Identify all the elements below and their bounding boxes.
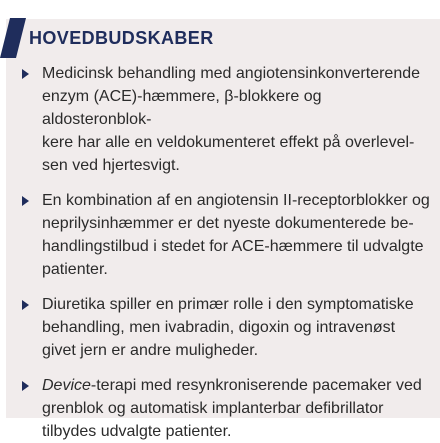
list-item-text: En kombination af en angiotensin II-receptorblokker og neprilysinhæmmer er det nyeste dokumenterede be- handlingstilbud i stedet for ACE-hæmmere til udvalgte patienter.	[42, 192, 430, 278]
list-item	[22, 189, 430, 281]
bullet-triangle-icon	[22, 300, 29, 310]
box-title: HOVEDBUDSKABER	[29, 28, 214, 48]
list-item	[22, 293, 430, 362]
list-item-text: Device-terapi med resynkroniserende pacemaker ved grenblok og automatisk implanterbar defibrillator tilbydes udvalgte patienter.	[42, 377, 422, 440]
list-item	[22, 374, 430, 443]
bullet-triangle-icon	[22, 196, 29, 206]
italic-term: Device	[42, 377, 91, 394]
bullet-triangle-icon	[22, 381, 29, 391]
list-item-text: Medicinsk behandling med angiotensinkonverterende enzym (ACE)-hæmmere, β-blokkere og aldosteronblok- kere har alle en veldokumenteret effekt på overlevel- sen ved hjertesvigt.	[42, 65, 421, 174]
accent-bar	[0, 18, 26, 58]
bullet-triangle-icon	[22, 69, 29, 79]
key-messages-list	[22, 62, 430, 443]
list-item	[22, 62, 430, 177]
list-item-text: Diuretika spiller en primær rolle i den symptomatiske behandling, men ivabradin, digoxin og intravenøst givet jern er andre muligheder.	[42, 296, 414, 359]
